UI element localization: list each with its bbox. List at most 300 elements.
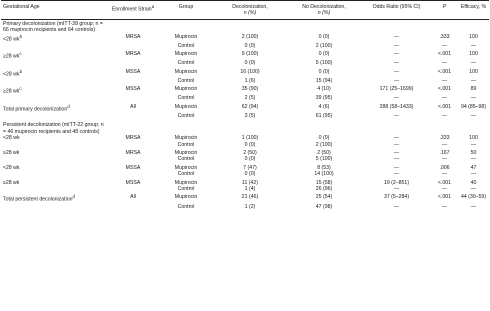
cell-decolonization-text: 0 (0)	[244, 171, 256, 178]
table-row	[1, 186, 489, 194]
cell-odds-ratio-text: 288 (58–1433)	[379, 103, 414, 110]
cell-group	[158, 142, 214, 150]
cell-p-value	[431, 186, 458, 194]
cell-group-text: Control	[177, 156, 195, 163]
cell-odds-ratio	[362, 51, 431, 60]
cell-odds-ratio-text: —	[393, 68, 400, 75]
empty-cell	[286, 19, 362, 33]
cell-decolonization	[214, 51, 286, 60]
cell-group-text: Mupirocin	[174, 194, 198, 201]
cell-odds-ratio-text: —	[393, 135, 400, 142]
cell-gestational-age	[1, 113, 108, 121]
section-heading: Persistent decolonization (mITT-22 group; n = 46 mupirocin recipients and 48 controls)	[3, 122, 104, 135]
empty-cell	[158, 121, 214, 135]
empty-cell	[362, 121, 431, 135]
footnote-marker: b	[19, 33, 23, 39]
cell-no-decolonization-text: 26 (96)	[315, 186, 333, 193]
cell-group	[158, 186, 214, 194]
cell-group	[158, 86, 214, 95]
cell-group-text: Control	[177, 77, 195, 84]
cell-enrollment-strain	[108, 86, 158, 95]
cell-group	[158, 113, 214, 121]
cell-enrollment-strain	[108, 60, 158, 68]
cell-p-value	[431, 156, 458, 164]
cell-decolonization	[214, 204, 286, 212]
cell-group-text: Control	[177, 112, 195, 119]
cell-group-text: Mupirocin	[174, 149, 198, 156]
cell-decolonization	[214, 60, 286, 68]
cell-group	[158, 171, 214, 179]
cell-odds-ratio-text: —	[393, 42, 400, 49]
cell-p-value	[431, 204, 458, 212]
cell-no-decolonization-text: 25 (54)	[315, 194, 333, 201]
section-heading-row	[1, 121, 489, 135]
cell-odds-ratio-text: —	[393, 33, 400, 40]
cell-group	[158, 60, 214, 68]
cell-decolonization-text: 9 (100)	[241, 51, 259, 58]
cell-decolonization-text: 2 (5)	[244, 95, 256, 102]
cell-no-decolonization-text: 47 (98)	[315, 203, 333, 210]
cell-p-value-text: .006	[439, 164, 450, 171]
cell-p-value-text: —	[441, 95, 448, 102]
cell-gestational-age-text: <28 wk	[3, 135, 20, 142]
cell-decolonization-text: 1 (4)	[244, 186, 256, 193]
cell-odds-ratio-text: 19 (2–851)	[383, 179, 410, 186]
cell-enrollment-strain	[108, 186, 158, 194]
cell-efficacy	[458, 43, 489, 51]
cell-decolonization-text: 21 (46)	[241, 194, 259, 201]
cell-no-decolonization	[286, 69, 362, 78]
cell-p-value	[431, 95, 458, 103]
cell-efficacy	[458, 60, 489, 68]
empty-cell	[431, 19, 458, 33]
cell-p-value-text: .333	[439, 135, 450, 142]
cell-no-decolonization-text: 8 (53)	[317, 164, 331, 171]
cell-p-value-text: —	[441, 60, 448, 67]
cell-odds-ratio	[362, 69, 431, 78]
cell-gestational-age	[1, 156, 108, 164]
cell-decolonization	[214, 95, 286, 103]
cell-p-value	[431, 51, 458, 60]
section-heading-row	[1, 19, 489, 33]
cell-enrollment-strain	[108, 156, 158, 164]
cell-gestational-age-text: ≥28 wk	[3, 149, 20, 156]
cell-no-decolonization	[286, 86, 362, 95]
cell-odds-ratio	[362, 156, 431, 164]
cell-gestational-age	[1, 60, 108, 68]
cell-gestational-age-text: <28 wk	[3, 164, 20, 171]
cell-efficacy-text: 100	[469, 68, 478, 75]
cell-enrollment-strain-text: MRSA	[125, 33, 141, 40]
cell-no-decolonization-text: 61 (95)	[315, 112, 333, 119]
cell-odds-ratio-text: —	[393, 141, 400, 148]
cell-efficacy-text: —	[470, 203, 477, 210]
cell-group	[158, 194, 214, 203]
cell-enrollment-strain	[108, 43, 158, 51]
cell-no-decolonization	[286, 60, 362, 68]
cell-no-decolonization-text: 15 (58)	[315, 179, 333, 186]
cell-no-decolonization	[286, 104, 362, 113]
cell-efficacy-text: 47	[470, 164, 477, 171]
cell-p-value	[431, 194, 458, 203]
cell-enrollment-strain-text: MRSA	[125, 135, 141, 142]
cell-gestational-age	[1, 78, 108, 86]
cell-odds-ratio	[362, 60, 431, 68]
cell-gestational-age-text: ≥28 wk	[3, 53, 20, 60]
cell-group-text: Control	[177, 186, 195, 193]
cell-group	[158, 95, 214, 103]
cell-gestational-age	[1, 194, 108, 203]
cell-enrollment-strain-text: All	[130, 194, 136, 201]
cell-enrollment-strain	[108, 113, 158, 121]
col-header-group: Group	[178, 4, 194, 10]
cell-efficacy-text: —	[470, 42, 477, 49]
footnote-marker: d	[72, 194, 75, 200]
cell-no-decolonization	[286, 186, 362, 194]
cell-efficacy-text: —	[470, 60, 477, 67]
cell-odds-ratio-text: 37 (5–284)	[383, 194, 410, 201]
cell-efficacy	[458, 204, 489, 212]
cell-p-value-text: <.001	[437, 86, 452, 93]
cell-no-decolonization-text: 2 (100)	[315, 141, 333, 148]
cell-group	[158, 69, 214, 78]
cell-odds-ratio-text: —	[393, 171, 400, 178]
cell-odds-ratio-text: —	[393, 203, 400, 210]
table-row	[1, 104, 489, 113]
cell-efficacy	[458, 69, 489, 78]
cell-odds-ratio-text: —	[393, 112, 400, 119]
cell-p-value-text: <.001	[437, 179, 452, 186]
table-row	[1, 204, 489, 212]
col-header-enrollment-strain: Enrollment Strain$^a$	[111, 4, 155, 13]
cell-p-value-text: —	[441, 186, 448, 193]
empty-cell	[108, 19, 158, 33]
cell-p-value	[431, 34, 458, 43]
cell-odds-ratio	[362, 113, 431, 121]
cell-gestational-age	[1, 142, 108, 150]
cell-decolonization	[214, 78, 286, 86]
cell-efficacy-text: 44 (30–59)	[460, 194, 487, 201]
cell-p-value-text: —	[441, 42, 448, 49]
cell-p-value-text: —	[441, 77, 448, 84]
cell-no-decolonization-text: 2 (50)	[317, 149, 331, 156]
cell-group-text: Mupirocin	[174, 164, 198, 171]
cell-group-text: Control	[177, 203, 195, 210]
cell-enrollment-strain	[108, 104, 158, 113]
cell-p-value-text: <.001	[437, 194, 452, 201]
cell-no-decolonization	[286, 204, 362, 212]
cell-gestational-age	[1, 43, 108, 51]
cell-efficacy	[458, 113, 489, 121]
cell-decolonization	[214, 113, 286, 121]
cell-decolonization	[214, 34, 286, 43]
cell-decolonization-text: 0 (0)	[244, 141, 256, 148]
cell-group	[158, 43, 214, 51]
cell-odds-ratio-text: —	[393, 186, 400, 193]
col-header-odds-ratio: Odds Ratio (95% CI)	[372, 4, 421, 10]
cell-gestational-age	[1, 186, 108, 194]
cell-p-value	[431, 69, 458, 78]
cell-efficacy-text: —	[470, 186, 477, 193]
footnote-marker: c	[19, 51, 22, 57]
cell-p-value-text: <.001	[437, 68, 452, 75]
cell-decolonization-text: 16 (100)	[240, 68, 260, 75]
cell-no-decolonization	[286, 142, 362, 150]
table-header-row	[1, 1, 489, 20]
cell-p-value-text: .167	[439, 149, 450, 156]
table-row	[1, 171, 489, 179]
cell-no-decolonization-text: 14 (100)	[314, 171, 334, 178]
cell-group-text: Control	[177, 171, 195, 178]
cell-efficacy	[458, 142, 489, 150]
cell-decolonization	[214, 104, 286, 113]
cell-odds-ratio	[362, 95, 431, 103]
cell-efficacy-text: 50	[470, 149, 477, 156]
footnote-marker: b	[19, 68, 23, 74]
cell-odds-ratio	[362, 186, 431, 194]
cell-efficacy-text: —	[470, 77, 477, 84]
cell-decolonization-text: 7 (47)	[243, 164, 257, 171]
cell-enrollment-strain-text: MRSA	[125, 149, 141, 156]
cell-gestational-age-text: <28 wk	[3, 36, 20, 43]
cell-no-decolonization	[286, 156, 362, 164]
cell-p-value-text: —	[441, 171, 448, 178]
cell-odds-ratio-text: —	[393, 149, 400, 156]
cell-group-text: Mupirocin	[174, 33, 198, 40]
section-heading: Primary decolonization (mITT-38 group; n = 66 mupirocin recipients and 64 controls)	[3, 20, 103, 34]
cell-efficacy-text: —	[470, 112, 477, 119]
cell-efficacy-text: —	[470, 141, 477, 148]
cell-odds-ratio-text: —	[393, 51, 400, 58]
cell-decolonization-text: 3 (5)	[244, 112, 256, 119]
cell-p-value	[431, 142, 458, 150]
cell-no-decolonization-text: 4 (10)	[317, 86, 331, 93]
cell-efficacy-text: —	[470, 95, 477, 102]
cell-odds-ratio	[362, 78, 431, 86]
cell-decolonization-text: 1 (6)	[244, 77, 256, 84]
cell-odds-ratio	[362, 43, 431, 51]
table-row	[1, 156, 489, 164]
cell-p-value-text: —	[441, 156, 448, 163]
cell-decolonization	[214, 194, 286, 203]
cell-no-decolonization-text: 0 (0)	[318, 51, 330, 58]
table-row	[1, 78, 489, 86]
cell-enrollment-strain	[108, 95, 158, 103]
cell-odds-ratio	[362, 142, 431, 150]
cell-decolonization-text: 62 (94)	[241, 103, 259, 110]
cell-decolonization-text: 11 (42)	[241, 179, 259, 186]
cell-efficacy	[458, 86, 489, 95]
empty-cell	[214, 121, 286, 135]
empty-cell	[108, 121, 158, 135]
cell-decolonization	[214, 171, 286, 179]
cell-group-text: Mupirocin	[174, 103, 198, 110]
cell-efficacy-text: 100	[469, 33, 478, 40]
cell-enrollment-strain-text: MSSA	[125, 68, 141, 75]
cell-gestational-age	[1, 104, 108, 113]
table-row	[1, 194, 489, 203]
cell-decolonization-text: 35 (90)	[241, 86, 259, 93]
cell-gestational-age-text: Total primary decolonization	[3, 106, 68, 113]
cell-group	[158, 78, 214, 86]
cell-p-value	[431, 43, 458, 51]
cell-p-value	[431, 78, 458, 86]
footnote-marker: c	[19, 86, 22, 92]
cell-decolonization-text: 0 (0)	[244, 156, 256, 163]
cell-odds-ratio-text: 171 (25–1699)	[379, 86, 414, 93]
cell-enrollment-strain-text: MSSA	[125, 164, 141, 171]
empty-cell	[458, 19, 489, 33]
cell-no-decolonization-text: 0 (0)	[318, 68, 330, 75]
empty-cell	[158, 19, 214, 33]
cell-no-decolonization-text: 4 (6)	[318, 103, 330, 110]
table-row	[1, 43, 489, 51]
cell-enrollment-strain	[108, 142, 158, 150]
cell-efficacy-text: 40	[470, 179, 477, 186]
cell-group-text: Mupirocin	[174, 135, 198, 142]
cell-group-text: Control	[177, 141, 195, 148]
cell-odds-ratio-text: —	[393, 95, 400, 102]
cell-p-value	[431, 60, 458, 68]
cell-group-text: Control	[177, 60, 195, 67]
cell-decolonization-text: 1 (100)	[241, 135, 259, 142]
cell-enrollment-strain	[108, 171, 158, 179]
cell-gestational-age-text: ≥28 wk	[3, 179, 20, 186]
cell-enrollment-strain	[108, 69, 158, 78]
empty-cell	[362, 19, 431, 33]
table-row	[1, 34, 489, 43]
empty-cell	[431, 121, 458, 135]
cell-odds-ratio-text: —	[393, 60, 400, 67]
cell-group-text: Mupirocin	[174, 86, 198, 93]
cell-enrollment-strain	[108, 51, 158, 60]
cell-group-text: Control	[177, 42, 195, 49]
cell-odds-ratio	[362, 204, 431, 212]
footnote-marker: d	[67, 103, 70, 109]
cell-p-value-text: <.001	[437, 51, 452, 58]
cell-p-value-text: —	[441, 141, 448, 148]
cell-group-text: Mupirocin	[174, 51, 198, 58]
empty-cell	[458, 121, 489, 135]
cell-decolonization-text: 0 (0)	[244, 60, 256, 67]
cell-gestational-age-text: ≥28 wk	[3, 89, 20, 95]
cell-efficacy-text: 100	[469, 51, 478, 58]
cell-enrollment-strain	[108, 34, 158, 43]
cell-odds-ratio	[362, 34, 431, 43]
table-row	[1, 95, 489, 103]
table-row	[1, 113, 489, 121]
cell-p-value-text: .333	[439, 33, 450, 40]
cell-enrollment-strain	[108, 78, 158, 86]
cell-gestational-age	[1, 51, 108, 60]
empty-cell	[214, 19, 286, 33]
cell-p-value-text: —	[441, 203, 448, 210]
cell-p-value	[431, 171, 458, 179]
cell-efficacy	[458, 171, 489, 179]
cell-gestational-age	[1, 171, 108, 179]
cell-decolonization	[214, 43, 286, 51]
cell-no-decolonization-text: 0 (0)	[318, 135, 330, 142]
cell-no-decolonization-text: 15 (94)	[315, 77, 333, 84]
cell-enrollment-strain-text: All	[130, 103, 136, 110]
cell-efficacy	[458, 156, 489, 164]
cell-no-decolonization	[286, 194, 362, 203]
cell-enrollment-strain-text: MRSA	[125, 51, 141, 58]
cell-decolonization	[214, 69, 286, 78]
cell-odds-ratio-text: —	[393, 156, 400, 163]
table-row	[1, 142, 489, 150]
cell-decolonization-text: 1 (2)	[244, 203, 256, 210]
cell-gestational-age	[1, 95, 108, 103]
cell-efficacy	[458, 34, 489, 43]
cell-decolonization-text: 0 (0)	[244, 42, 256, 49]
cell-p-value	[431, 113, 458, 121]
cell-no-decolonization	[286, 78, 362, 86]
cell-enrollment-strain	[108, 204, 158, 212]
cell-gestational-age	[1, 204, 108, 212]
decolonization-table	[1, 0, 489, 212]
cell-efficacy-text: —	[470, 171, 477, 178]
cell-gestational-age-text: <28 wk	[3, 71, 20, 78]
cell-group	[158, 104, 214, 113]
cell-no-decolonization-text: 5 (100)	[315, 156, 333, 163]
cell-decolonization-text: 2 (50)	[243, 149, 257, 156]
cell-no-decolonization-text: 5 (100)	[315, 60, 333, 67]
table-row	[1, 86, 489, 95]
cell-efficacy	[458, 51, 489, 60]
col-header-no-decolonization: No Decolonization, n (%)	[302, 4, 346, 17]
cell-odds-ratio	[362, 86, 431, 95]
cell-gestational-age	[1, 34, 108, 43]
cell-decolonization	[214, 156, 286, 164]
cell-gestational-age-text: Total persistent decolonization	[3, 197, 73, 204]
col-header-p-value: P	[442, 4, 447, 10]
cell-p-value-text: —	[441, 112, 448, 119]
cell-no-decolonization	[286, 43, 362, 51]
empty-cell	[286, 121, 362, 135]
cell-no-decolonization	[286, 51, 362, 60]
cell-no-decolonization-text: 0 (0)	[318, 33, 330, 40]
cell-p-value	[431, 86, 458, 95]
cell-p-value-text: <.001	[437, 103, 452, 110]
cell-decolonization	[214, 86, 286, 95]
cell-efficacy	[458, 95, 489, 103]
cell-enrollment-strain-text: MSSA	[125, 86, 141, 93]
cell-no-decolonization-text: 2 (100)	[315, 42, 333, 49]
cell-odds-ratio-text: —	[393, 77, 400, 84]
cell-efficacy	[458, 194, 489, 203]
cell-decolonization-text: 2 (100)	[241, 33, 259, 40]
cell-group	[158, 34, 214, 43]
table-row	[1, 51, 489, 60]
cell-group-text: Control	[177, 95, 195, 102]
cell-odds-ratio	[362, 194, 431, 203]
cell-efficacy	[458, 104, 489, 113]
cell-group	[158, 204, 214, 212]
cell-group-text: Mupirocin	[174, 68, 198, 75]
cell-odds-ratio-text: —	[393, 164, 400, 171]
col-header-decolonization: Decolonization, n (%)	[232, 4, 268, 17]
cell-no-decolonization-text: 39 (95)	[315, 95, 333, 102]
cell-decolonization	[214, 186, 286, 194]
cell-enrollment-strain	[108, 194, 158, 203]
cell-efficacy-text: —	[470, 156, 477, 163]
cell-odds-ratio	[362, 171, 431, 179]
cell-no-decolonization	[286, 95, 362, 103]
col-header-efficacy: Efficacy, %	[460, 4, 487, 10]
table-row	[1, 69, 489, 78]
cell-efficacy	[458, 186, 489, 194]
